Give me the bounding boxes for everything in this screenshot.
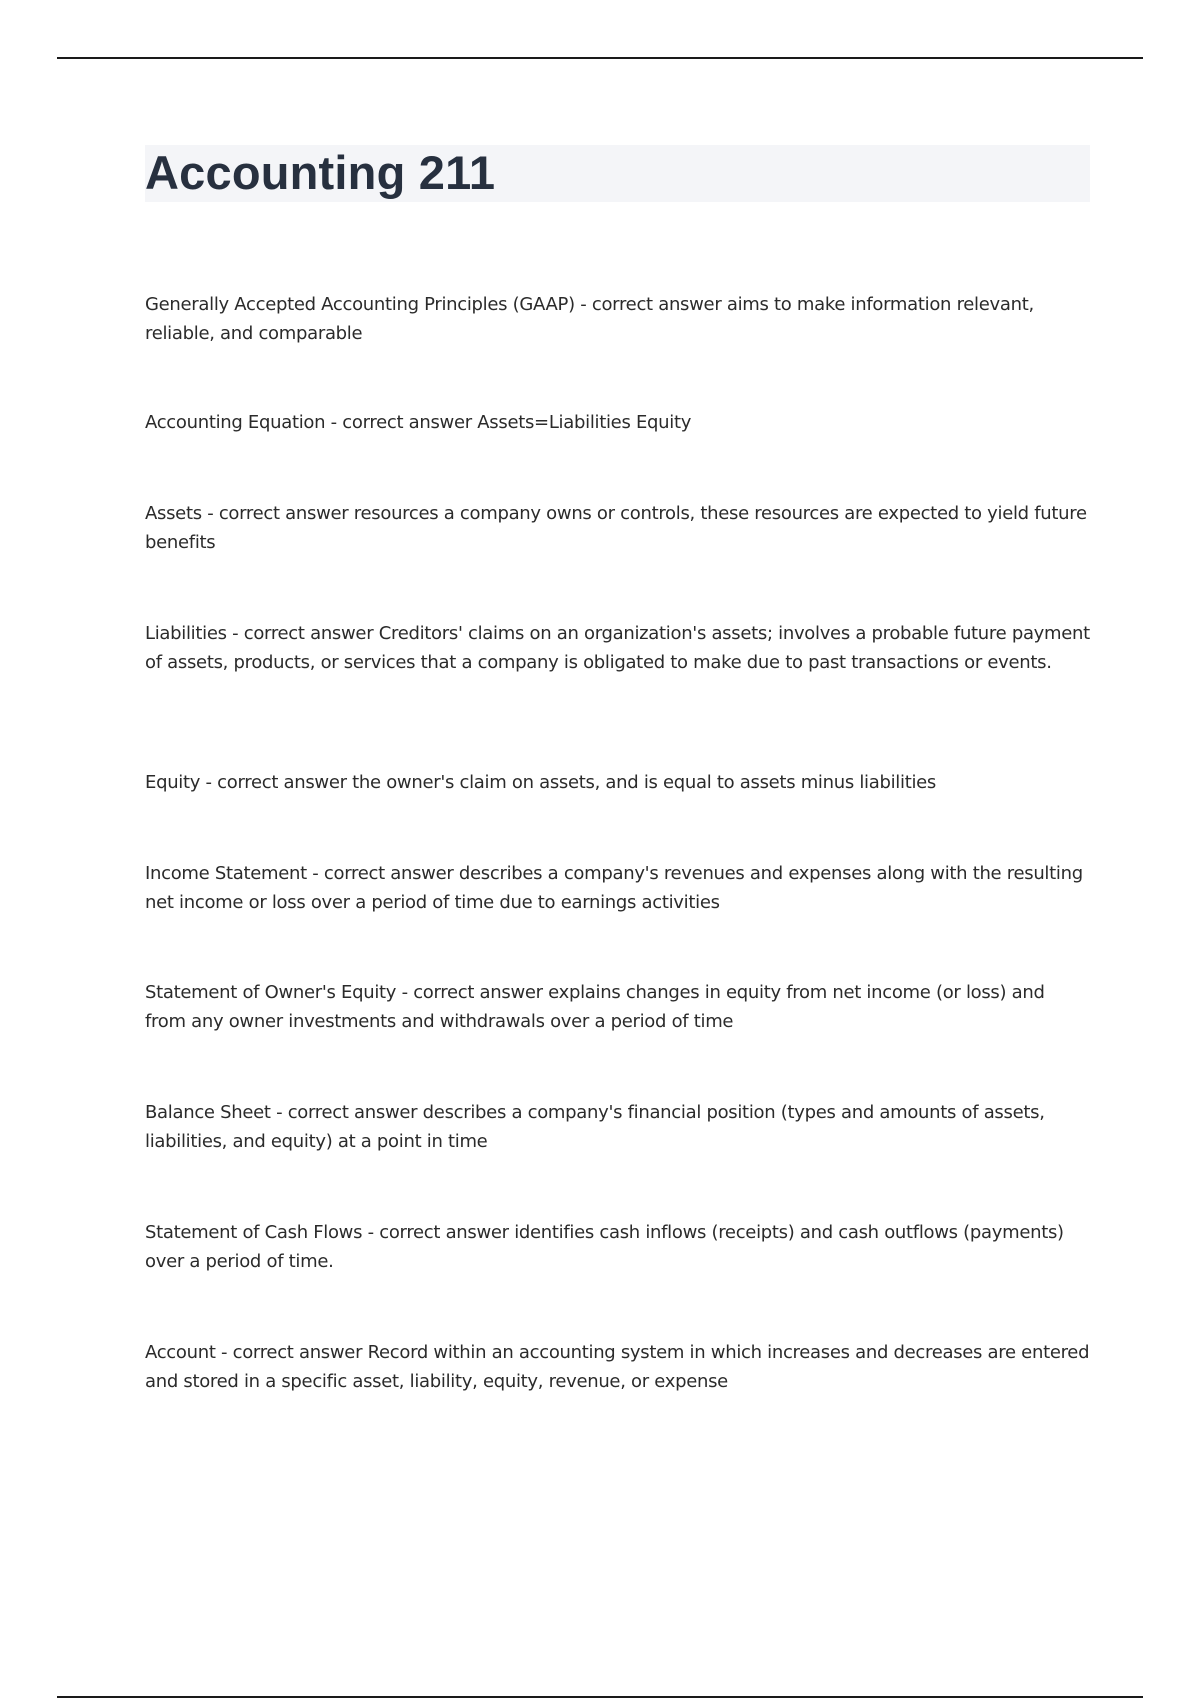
entry-liabilities: Liabilities - correct answer Creditors' claims on an organization's assets; involves a probable future payment of assets, products, or services that a company is obligated to make due to past transactions or events. (145, 623, 1090, 673)
entry-income-statement: Income Statement - correct answer describes a company's revenues and expenses along with the resulting net income or loss over a period of time due to earnings activities (145, 863, 1083, 913)
entry-accounting-equation: Accounting Equation - correct answer Assets=Liabilities Equity (145, 412, 692, 433)
top-rule (57, 57, 1143, 59)
entry-equity: Equity - correct answer the owner's claim on assets, and is equal to assets minus liabilities (145, 772, 937, 793)
entry-gaap: Generally Accepted Accounting Principles (GAAP) - correct answer aims to make information relevant, reliable, and comparable (145, 294, 1034, 344)
entry-statement-of-cash-flows: Statement of Cash Flows - correct answer identifies cash inflows (receipts) and cash outflows (payments) over a period of time. (145, 1222, 1064, 1272)
entry-balance-sheet: Balance Sheet - correct answer describes a company's financial position (types and amounts of assets, liabilities, and equity) at a point in time (145, 1102, 1045, 1152)
bottom-rule (57, 1696, 1143, 1698)
entry-statement-of-owners-equity: Statement of Owner's Equity - correct answer explains changes in equity from net income (or loss) and from any owner investments and withdrawals over a period of time (145, 982, 1045, 1032)
entry-assets: Assets - correct answer resources a company owns or controls, these resources are expected to yield future benefits (145, 503, 1087, 553)
page-title: Accounting 211 (145, 146, 496, 199)
entry-account: Account - correct answer Record within an accounting system in which increases and decreases are entered and stored in a specific asset, liability, equity, revenue, or expense (145, 1342, 1090, 1392)
